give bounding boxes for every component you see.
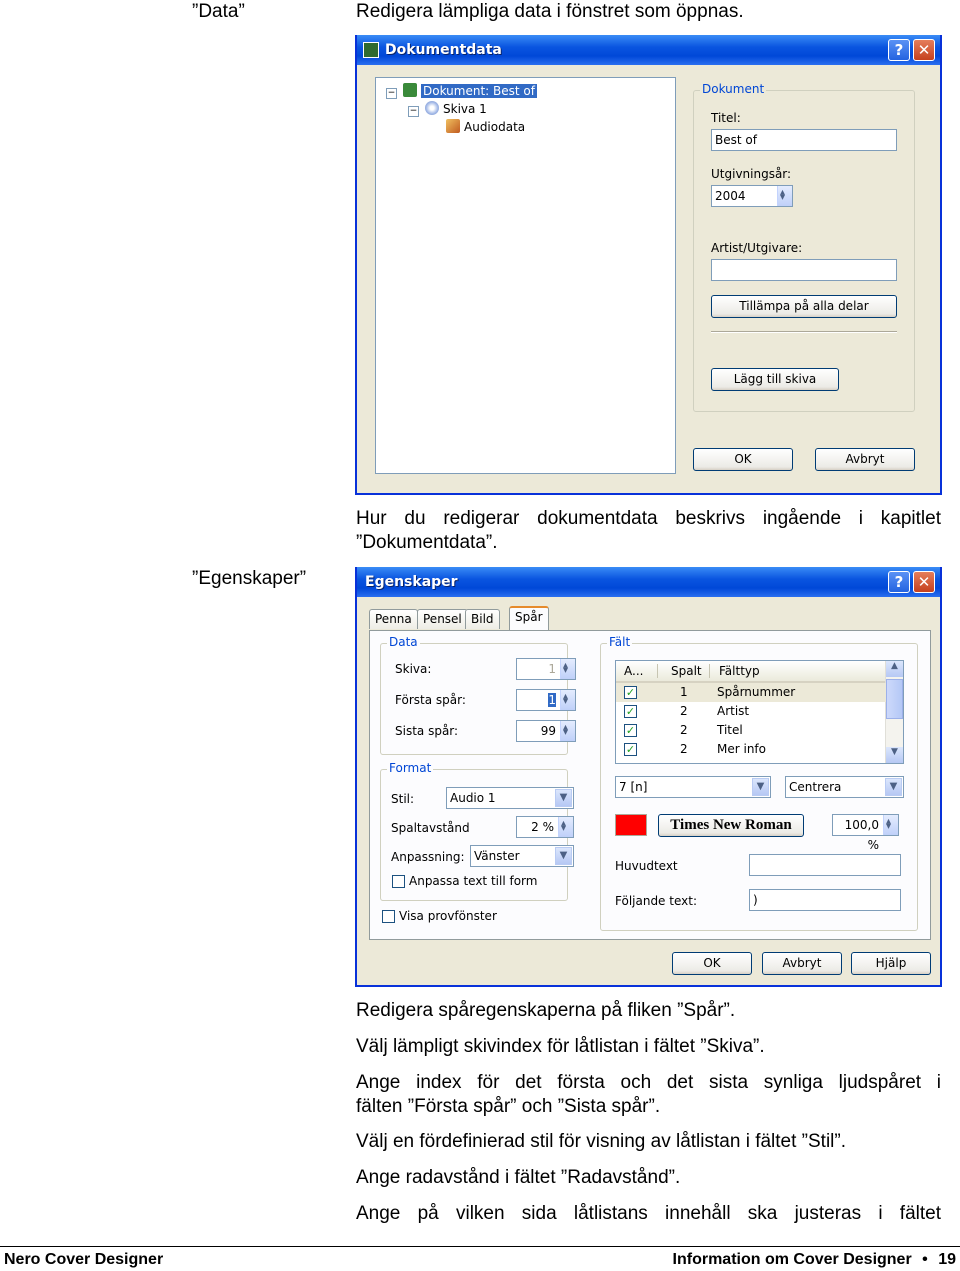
- field-format-select[interactable]: [615, 776, 771, 798]
- data-group: [380, 635, 568, 755]
- field-list[interactable]: [615, 660, 904, 764]
- dokument-group-label: Dokument: [702, 82, 765, 96]
- paragraph-spar-tab: Redigera spåregenskaperna på fliken ”Spår”.: [356, 1000, 736, 1021]
- dokumentdata-dialog: [355, 35, 942, 495]
- footer-section: Information om Cover Designer: [672, 1251, 912, 1268]
- footer-bullet: •: [922, 1251, 928, 1268]
- paragraph-dokumentdata-line2: ”Dokumentdata”.: [356, 532, 498, 553]
- huvudtext-label: Huvudtext: [615, 859, 678, 873]
- font-button[interactable]: Times New Roman: [658, 814, 804, 837]
- paragraph-edit-data: Redigera lämpliga data i fönstret som öppnas.: [356, 1, 744, 22]
- field-list-header: [616, 661, 886, 683]
- chevron-down-icon[interactable]: ▼: [885, 778, 902, 796]
- egenskaper-heading: ”Egenskaper”: [192, 568, 307, 589]
- forsta-spinner[interactable]: [560, 690, 575, 710]
- year-field[interactable]: [711, 185, 793, 207]
- row-spalt: 2: [680, 742, 688, 756]
- paragraph-skiva: Välj lämpligt skivindex för låtlistan i fältet ”Skiva”.: [356, 1036, 765, 1057]
- forsta-label: Första spår:: [395, 693, 466, 707]
- footer-right: [673, 1251, 956, 1269]
- year-value: 2004: [715, 189, 746, 203]
- row-checkbox[interactable]: ✓: [625, 705, 636, 718]
- collapse-icon[interactable]: −: [409, 106, 418, 116]
- tab-spar[interactable]: Spår: [509, 606, 549, 630]
- paragraph-index-line2: fälten ”Första spår” och ”Sista spår”.: [356, 1096, 661, 1117]
- paragraph-stil: Välj en fördefinierad stil för visning av låtlistan i fältet ”Stil”.: [356, 1131, 846, 1152]
- table-row[interactable]: [616, 740, 886, 759]
- size-value: 100,0 %: [844, 818, 879, 852]
- col-a-header[interactable]: A...: [624, 664, 644, 678]
- spaltavstand-value: 2 %: [531, 820, 554, 834]
- tree-audio-label: Audiodata: [464, 120, 526, 134]
- anpassning-value: Vänster: [474, 849, 520, 863]
- list-scrollbar[interactable]: [885, 661, 903, 763]
- paragraph-index-line1: Ange index för det första och det sista synliga ljudspåret i: [356, 1072, 941, 1093]
- row-spalt: 2: [680, 723, 688, 737]
- tab-bild[interactable]: Bild: [465, 609, 500, 629]
- foljande-label: Följande text:: [615, 894, 697, 908]
- align-value: Centrera: [789, 780, 842, 794]
- table-row[interactable]: [616, 702, 886, 721]
- artist-field[interactable]: [711, 259, 897, 281]
- skiva-label: Skiva:: [395, 662, 432, 676]
- anpassning-select[interactable]: [470, 845, 574, 867]
- field-rows: [616, 683, 886, 759]
- sista-field[interactable]: [516, 720, 576, 742]
- paragraph-radavstand: Ange radavstånd i fältet ”Radavstånd”.: [356, 1167, 681, 1188]
- row-falttyp: Mer info: [717, 742, 766, 756]
- apply-all-button[interactable]: Tillämpa på alla delar: [711, 295, 897, 318]
- anpassa-text-checkbox[interactable]: [392, 875, 405, 888]
- cancel-button[interactable]: Avbryt: [815, 448, 915, 471]
- footer-left: Nero Cover Designer: [4, 1251, 164, 1268]
- col-falttyp-header[interactable]: Fälttyp: [719, 664, 760, 678]
- page-number: 19: [938, 1251, 956, 1268]
- row-falttyp: Artist: [717, 704, 750, 718]
- scroll-thumb[interactable]: [886, 679, 903, 719]
- format-group-label: Format: [389, 761, 432, 775]
- col-spalt-header[interactable]: Spalt: [671, 664, 702, 678]
- visa-prov-checkbox[interactable]: [382, 910, 395, 923]
- forsta-value: 1: [548, 693, 556, 707]
- format-group: [380, 761, 568, 901]
- anpassning-label: Anpassning:: [391, 850, 465, 864]
- help-button[interactable]: Hjälp: [851, 952, 931, 975]
- footer-rule: [0, 1246, 960, 1247]
- skiva-spinner[interactable]: [560, 659, 575, 679]
- tree-root-item[interactable]: [386, 83, 537, 99]
- separator: [711, 331, 897, 333]
- cancel-button[interactable]: Avbryt: [762, 952, 842, 975]
- spaltavstand-spinner[interactable]: [558, 817, 573, 837]
- row-checkbox[interactable]: ✓: [625, 724, 636, 737]
- falt-group-label: Fält: [609, 635, 631, 649]
- size-spinner[interactable]: [883, 815, 898, 835]
- spaltavstand-label: Spaltavstånd: [391, 821, 470, 835]
- stil-select[interactable]: [446, 787, 574, 809]
- audio-icon: [446, 119, 460, 133]
- title-field[interactable]: Best of: [711, 129, 897, 151]
- paragraph-dokumentdata-line1: Hur du redigerar dokumentdata beskrivs ingående i kapitlet: [356, 508, 941, 529]
- document-icon: [403, 83, 417, 97]
- data-group-label: Data: [389, 635, 418, 649]
- scroll-up-icon[interactable]: ▲: [886, 661, 903, 677]
- year-spinner[interactable]: [777, 186, 792, 206]
- collapse-icon[interactable]: −: [387, 88, 396, 98]
- row-falttyp: Spårnummer: [717, 685, 796, 699]
- row-spalt: 2: [680, 704, 688, 718]
- stil-label: Stil:: [391, 792, 415, 806]
- tab-pensel[interactable]: Pensel: [417, 609, 468, 629]
- row-checkbox[interactable]: ✓: [625, 686, 636, 699]
- dialog-title-bar: [357, 567, 940, 597]
- title-label: Titel:: [711, 111, 741, 125]
- ok-button[interactable]: OK: [693, 448, 793, 471]
- sista-spinner[interactable]: [560, 721, 575, 741]
- stil-value: Audio 1: [450, 791, 496, 805]
- disc-icon: [425, 101, 439, 115]
- dialog-title: Egenskaper: [365, 574, 458, 590]
- field-format-value: 7 [n]: [619, 780, 648, 794]
- tab-penna[interactable]: Penna: [369, 609, 418, 629]
- skiva-value: 1: [548, 662, 556, 676]
- chevron-down-icon[interactable]: ▼: [752, 778, 769, 796]
- data-heading: ”Data”: [192, 1, 245, 22]
- year-label: Utgivningsår:: [711, 167, 792, 181]
- falt-group: [600, 635, 918, 931]
- tree-root-label: Dokument: Best of: [423, 84, 535, 98]
- chevron-down-icon[interactable]: ▼: [555, 847, 572, 865]
- row-spalt: 1: [680, 685, 688, 699]
- skiva-field[interactable]: [516, 658, 576, 680]
- add-disc-button[interactable]: Lägg till skiva: [711, 368, 839, 391]
- anpassa-text-label: Anpassa text till form: [409, 874, 538, 888]
- paragraph-justering: Ange på vilken sida låtlistans innehåll ska justeras i fältet: [356, 1203, 941, 1224]
- align-select[interactable]: [785, 776, 904, 798]
- tree-audio-item[interactable]: [446, 119, 525, 135]
- size-field[interactable]: [832, 814, 899, 852]
- dialog-title: Dokumentdata: [385, 42, 502, 58]
- huvudtext-field[interactable]: [749, 854, 901, 876]
- help-icon[interactable]: ?: [888, 571, 910, 593]
- sista-value: 99: [540, 724, 556, 738]
- tree-disc-item[interactable]: [408, 101, 487, 117]
- table-row[interactable]: [616, 721, 886, 740]
- tree-disc-label: Skiva 1: [443, 102, 487, 116]
- foljande-field[interactable]: ): [749, 889, 901, 911]
- document-tree[interactable]: [375, 77, 676, 474]
- close-icon[interactable]: ✕: [913, 571, 935, 593]
- ok-button[interactable]: OK: [672, 952, 752, 975]
- chevron-down-icon[interactable]: ▼: [555, 789, 572, 807]
- tab-strip: [369, 609, 929, 631]
- table-row[interactable]: [616, 683, 886, 702]
- row-falttyp: Titel: [717, 723, 743, 737]
- artist-label: Artist/Utgivare:: [711, 241, 803, 255]
- row-checkbox[interactable]: ✓: [625, 743, 636, 756]
- scroll-down-icon[interactable]: ▼: [886, 747, 903, 763]
- egenskaper-dialog: [355, 567, 942, 987]
- color-swatch[interactable]: [615, 814, 647, 836]
- forsta-field[interactable]: [516, 689, 576, 711]
- app-icon: [363, 42, 379, 58]
- help-icon[interactable]: ?: [888, 39, 910, 61]
- dokument-group: [693, 82, 915, 412]
- tab-panel: [369, 630, 931, 940]
- sista-label: Sista spår:: [395, 724, 459, 738]
- spaltavstand-field[interactable]: [516, 816, 574, 838]
- close-icon[interactable]: ✕: [913, 39, 935, 61]
- visa-prov-label: Visa provfönster: [399, 909, 497, 923]
- dialog-title-bar: [357, 35, 940, 65]
